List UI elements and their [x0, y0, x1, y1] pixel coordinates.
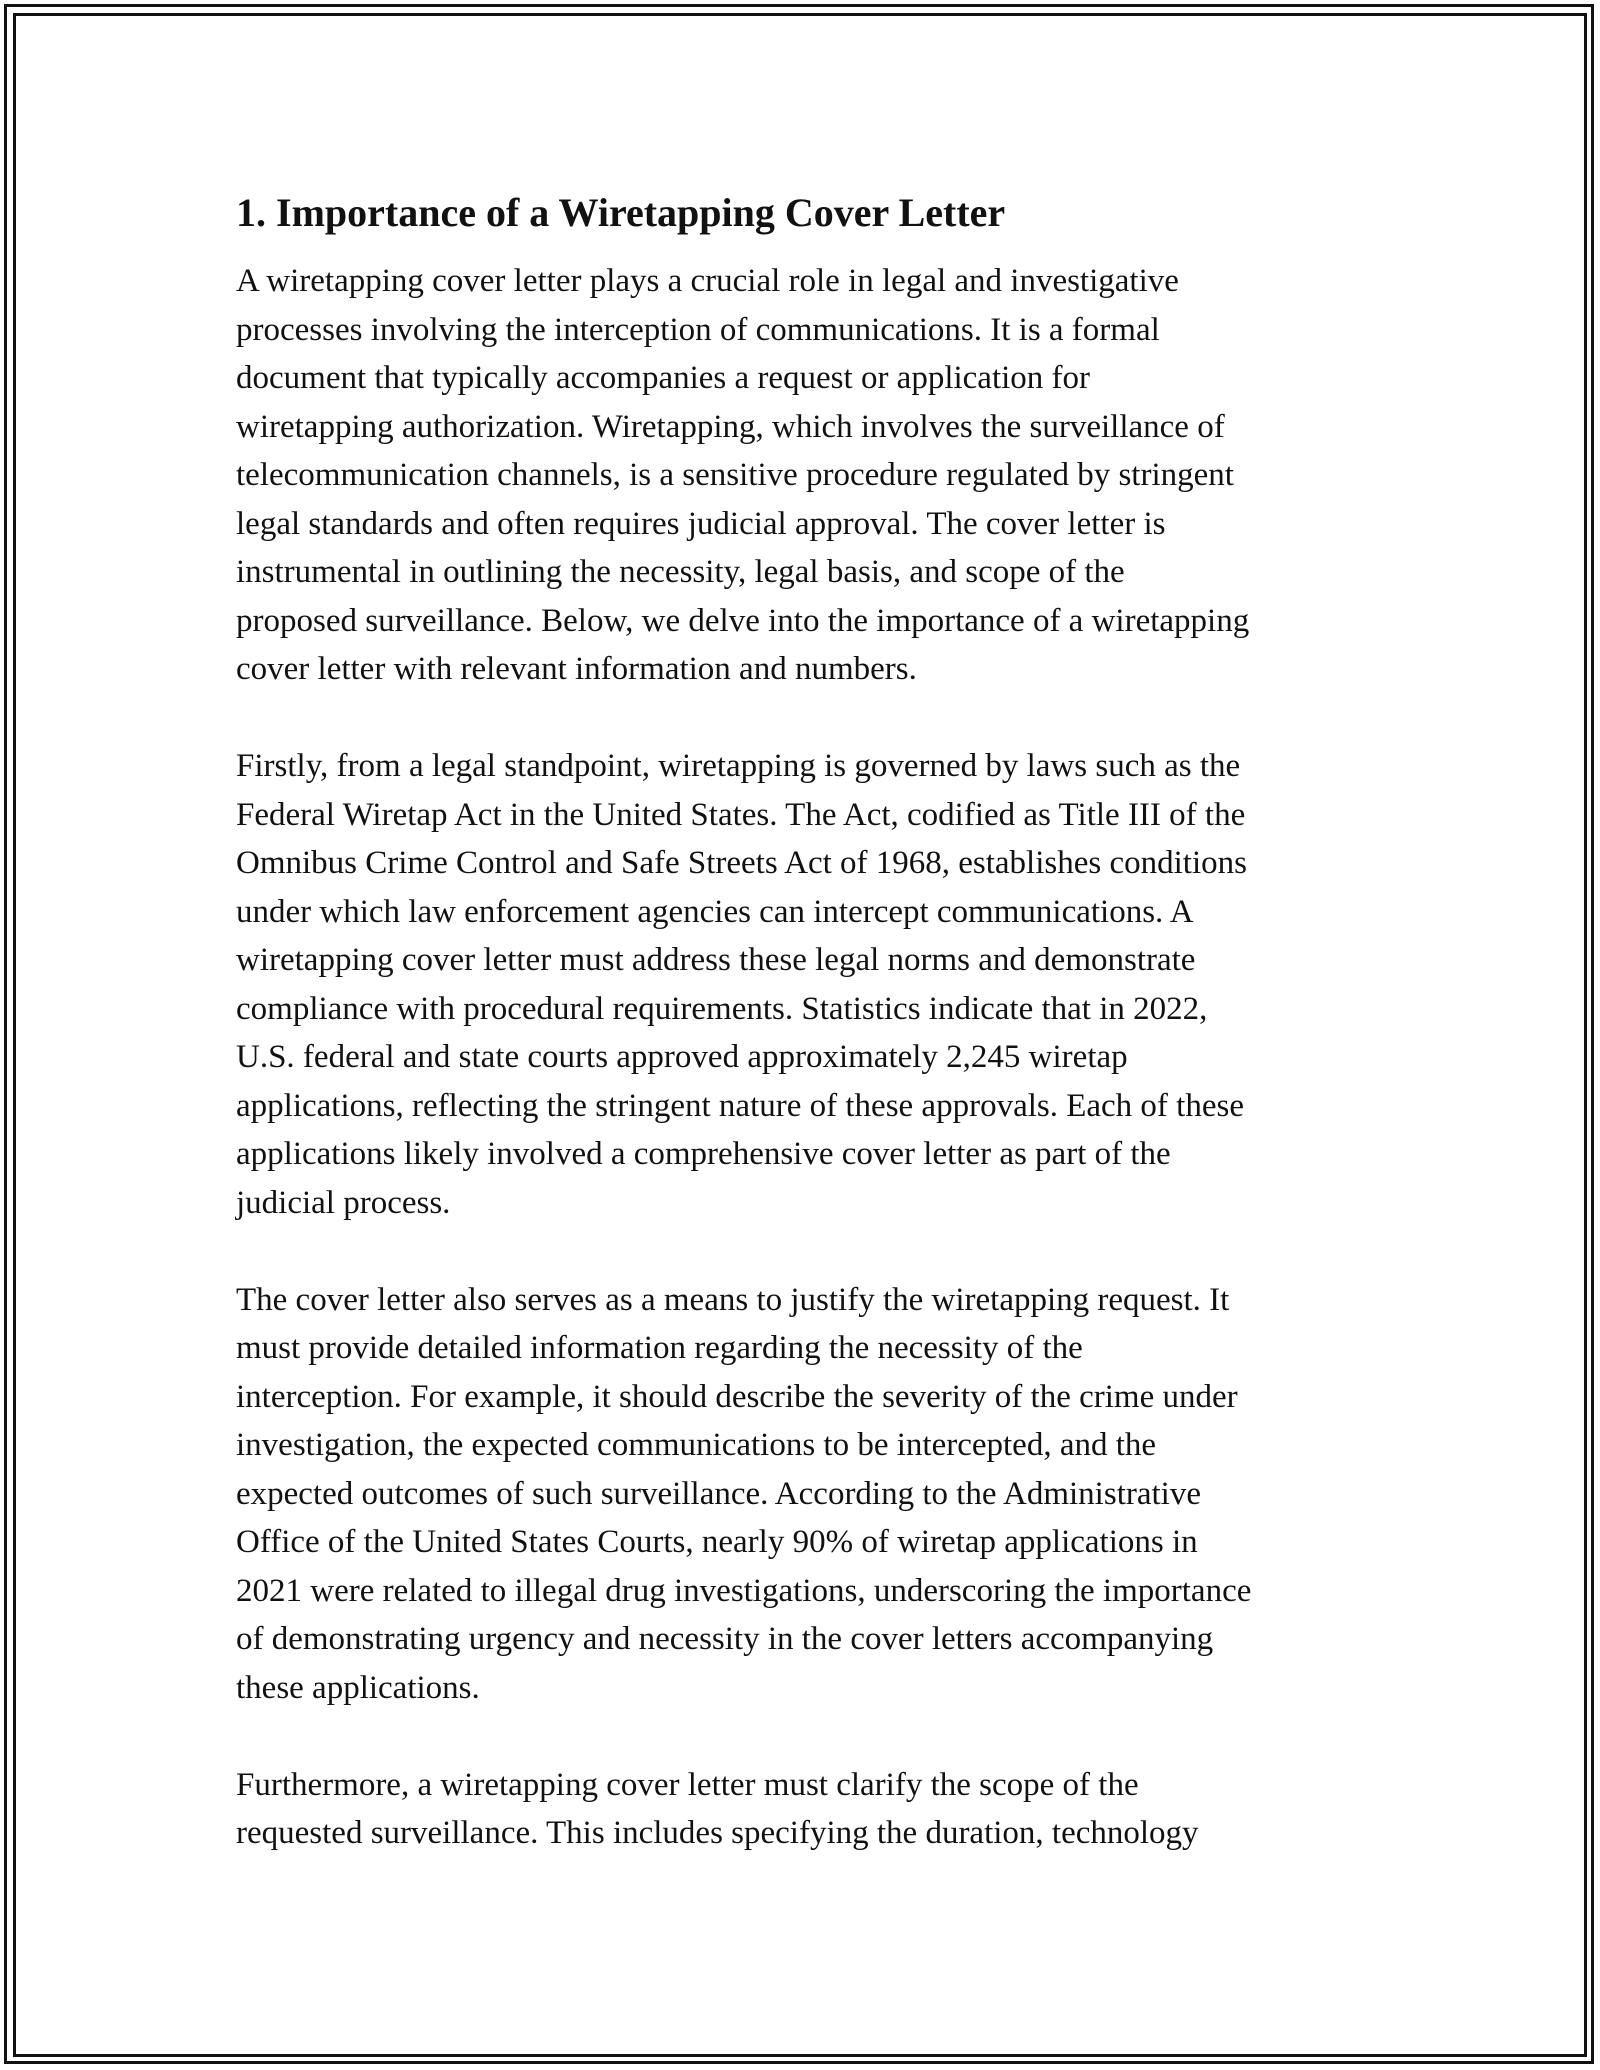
text-line: under which law enforcement agencies can intercept communications. A: [236, 893, 1194, 930]
text-line: must provide detailed information regarding the necessity of the: [236, 1330, 1083, 1366]
text-line: compliance with procedural requirements. Statistics indicate that in 2022,: [236, 990, 1208, 1027]
text-line: Firstly, from a legal standpoint, wiretapping is governed by laws such as the: [236, 748, 1241, 784]
text-line: document that typically accompanies a request or application for: [236, 360, 1091, 396]
text-line: judicial process.: [236, 1184, 451, 1221]
text-line: investigation, the expected communications to be intercepted, and the: [236, 1427, 1157, 1463]
text-line: these applications.: [236, 1669, 480, 1706]
text-line: Office of the United States Courts, nearly 90% of wiretap applications in: [236, 1524, 1198, 1560]
text-line: of demonstrating urgency and necessity in the cover letters accompanying: [236, 1621, 1214, 1657]
text-line: Furthermore, a wiretapping cover letter must clarify the scope of the: [236, 1766, 1139, 1803]
text-line: applications likely involved a comprehensive cover letter as part of the: [236, 1136, 1171, 1172]
text-line: The cover letter also serves as a means to justify the wiretapping request. It: [236, 1281, 1230, 1318]
text-line: requested surveillance. This includes specifying the duration, technology: [236, 1815, 1199, 1851]
document-body: [236, 183, 1386, 1858]
paragraph-scope: [236, 1761, 1386, 1858]
text-line: U.S. federal and state courts approved approximately 2,245 wiretap: [236, 1039, 1128, 1075]
text-line: wiretapping authorization. Wiretapping, which involves the surveillance of: [236, 408, 1225, 445]
paragraph-introduction: [236, 257, 1386, 694]
paragraph-legal-standpoint: [236, 742, 1386, 1227]
section-heading: 1. Importance of a Wiretapping Cover Letter: [236, 190, 1006, 235]
text-line: legal standards and often requires judicial approval. The cover letter is: [236, 505, 1166, 542]
text-line: Omnibus Crime Control and Safe Streets Act of 1968, establishes conditions: [236, 845, 1247, 881]
text-line: cover letter with relevant information and numbers.: [236, 651, 917, 687]
paragraph-justification: [236, 1276, 1386, 1713]
text-line: expected outcomes of such surveillance. According to the Administrative: [236, 1475, 1201, 1512]
text-line: interception. For example, it should describe the severity of the crime under: [236, 1378, 1238, 1415]
text-line: wiretapping cover letter must address these legal norms and demonstrate: [236, 942, 1196, 978]
text-line: Federal Wiretap Act in the United States. The Act, codified as Title III of the: [236, 796, 1246, 833]
text-line: telecommunication channels, is a sensitive procedure regulated by stringent: [236, 457, 1234, 493]
text-line: processes involving the interception of communications. It is a formal: [236, 311, 1160, 348]
text-line: applications, reflecting the stringent nature of these approvals. Each of these: [236, 1087, 1244, 1124]
text-line: A wiretapping cover letter plays a crucial role in legal and investigative: [236, 263, 1179, 299]
text-line: proposed surveillance. Below, we delve into the importance of a wiretapping: [236, 602, 1250, 639]
text-line: 2021 were related to illegal drug investigations, underscoring the importance: [236, 1572, 1252, 1609]
text-line: instrumental in outlining the necessity, legal basis, and scope of the: [236, 554, 1125, 590]
